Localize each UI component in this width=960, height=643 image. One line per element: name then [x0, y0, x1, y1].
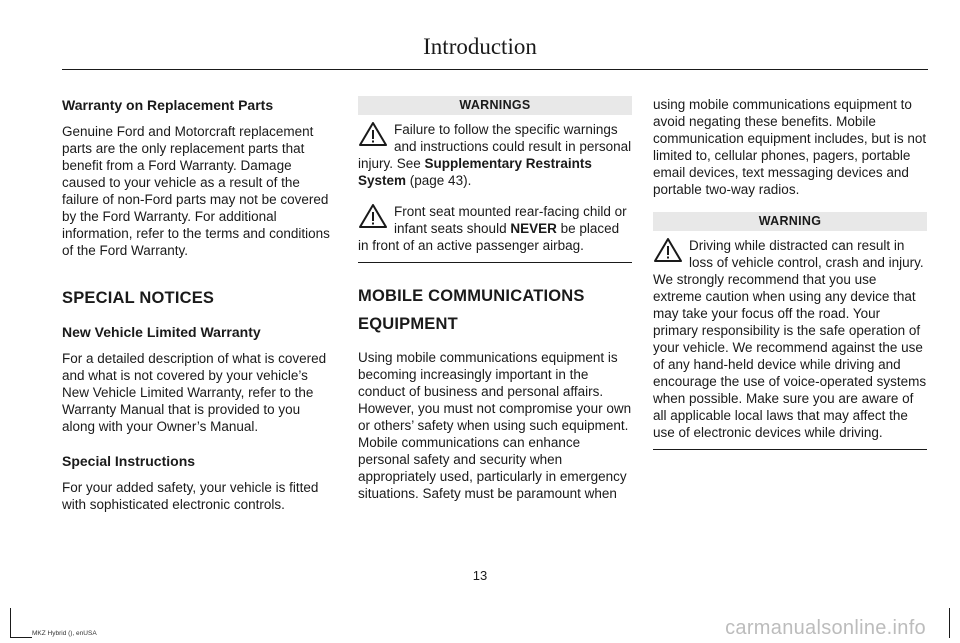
warning-triangle-icon — [358, 203, 388, 229]
special-instructions-heading: Special Instructions — [62, 453, 196, 469]
column-2 — [358, 96, 632, 502]
warning-1-text — [358, 121, 632, 189]
warranty-heading: Warranty on Replacement Parts — [62, 97, 274, 113]
model-footer: MKZ Hybrid (), enUSA — [32, 630, 97, 637]
warning-2-emphasis: NEVER — [510, 221, 557, 236]
limited-warranty-heading: New Vehicle Limited Warranty — [62, 324, 261, 340]
mobile-body-continued: using mobile communications equipment to avoid negating these benefits. Mobile communication equipment includes, but is not limited to, cellular phones, pagers, portable email devices, text messaging devices and portable two-way radios. — [653, 97, 927, 197]
warning-2-after: be placed in front of an active passenger airbag. — [358, 221, 620, 253]
column-3 — [653, 96, 927, 450]
warning-1-page: (page 43). — [406, 173, 472, 188]
warning-header: WARNING — [653, 212, 927, 231]
mobile-heading-line-2: EQUIPMENT — [358, 315, 458, 333]
crop-mark — [10, 637, 32, 638]
warning-1-link[interactable]: Supplementary Restraints System — [358, 156, 592, 188]
watermark: carmanualsonline.info — [725, 617, 926, 639]
warnings-rule — [358, 262, 632, 263]
warning-item-3 — [653, 237, 927, 441]
special-notices-heading: SPECIAL NOTICES — [62, 289, 215, 307]
warning-2-before: Front seat mounted rear-facing child or infant seats should — [394, 204, 627, 236]
warning-triangle-icon — [653, 237, 683, 263]
warning-triangle-icon — [358, 121, 388, 147]
crop-mark — [949, 608, 950, 638]
warning-1-body: Failure to follow the specific warnings and instructions could result in personal injury. See — [358, 122, 632, 171]
warning-item-1 — [358, 121, 632, 189]
warning-3-text: Driving while distracted can result in loss of vehicle control, crash and injury. We strongly recommend that you use extreme caution when using any device that may take your focus off the road. Your primary responsibility is the safe operation of your vehicle. We recommend against the use of any hand-held device while driving and encourage the use of voice-operated systems when possible. Make sure you are aware of all applicable local laws that may affect the use of electronic devices while driving. — [653, 238, 927, 440]
header-rule — [62, 69, 928, 70]
warnings-header: WARNINGS — [358, 96, 632, 115]
warning-rule — [653, 449, 927, 450]
warning-2-text — [358, 203, 632, 254]
page-title: Introduction — [423, 34, 537, 59]
crop-mark — [10, 608, 11, 638]
warranty-body: Genuine Ford and Motorcraft replacement parts are the only replacement parts that benefit from a Ford Warranty. Damage caused to your vehicle as a result of the failure of non-Ford parts may not be covered by the Ford Warranty. For additional information, refer to the terms and conditions of the Ford Warranty. — [62, 124, 330, 258]
warning-item-2 — [358, 203, 632, 254]
column-1 — [62, 96, 336, 513]
mobile-body: Using mobile communications equipment is becoming increasingly important in the conduct of business and personal affairs. However, you must not compromise your own or others’ safety when using such equipment. Mobile communications can enhance personal safety and security when appropriately used, particularly in emergency situations. Safety must be paramount when — [358, 350, 632, 501]
page-number: 13 — [472, 568, 488, 583]
special-instructions-body: For your added safety, your vehicle is fitted with sophisticated electronic controls. — [62, 480, 319, 512]
limited-warranty-body: For a detailed description of what is covered and what is not covered by your vehicle’s New Vehicle Limited Warranty, refer to the Warranty Manual that is provided to you along with your Owner’s Manual. — [62, 351, 327, 434]
mobile-heading-line-1: MOBILE COMMUNICATIONS — [358, 287, 585, 305]
